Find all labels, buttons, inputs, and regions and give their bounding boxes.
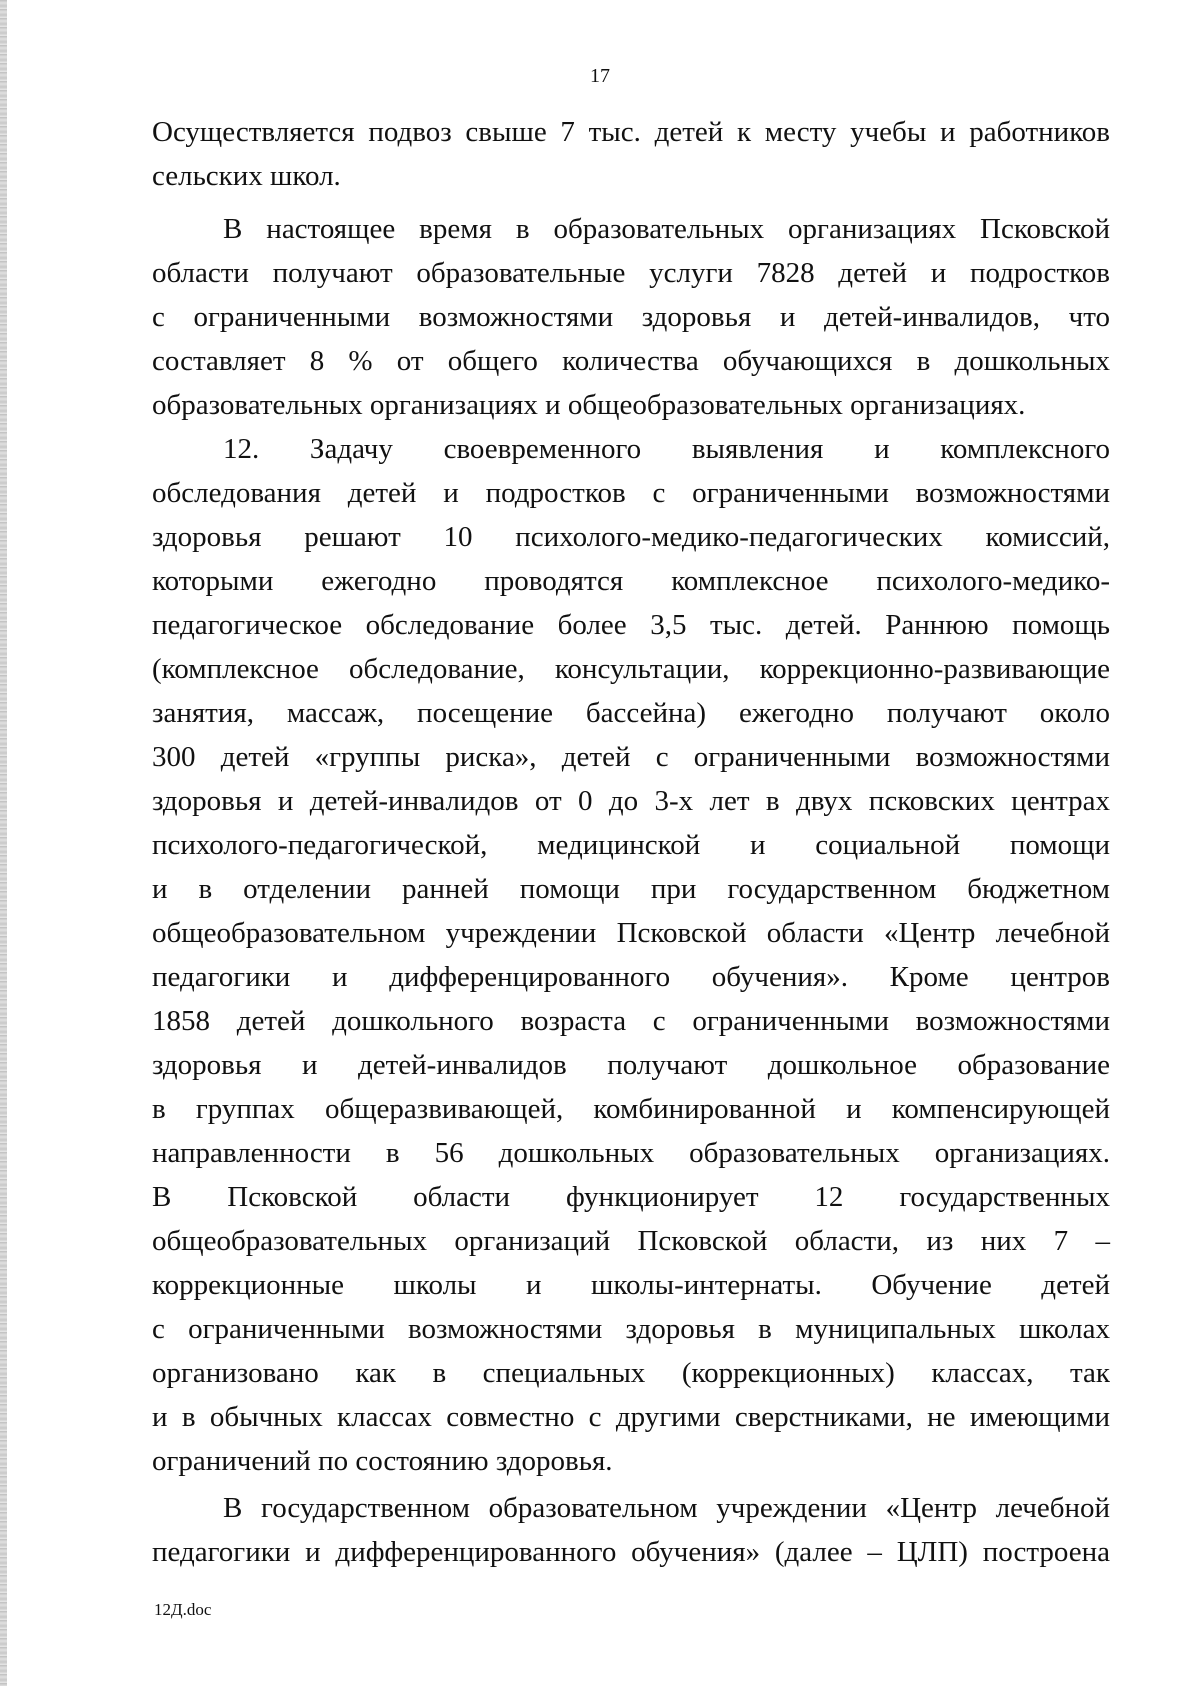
text-line: обследования детей и подростков с ограниченными возможностями — [152, 477, 1110, 509]
text-line: 12. Задачу своевременного выявления и комплексного — [223, 433, 1110, 465]
text-line: с ограниченными возможностями здоровья и детей-инвалидов, что — [152, 301, 1110, 333]
text-line: здоровья решают 10 психолого-медико-педагогических комиссий, — [152, 521, 1110, 553]
text-line: и в отделении ранней помощи при государственном бюджетном — [152, 873, 1110, 905]
text-line: здоровья и детей-инвалидов получают дошкольное образование — [152, 1049, 1110, 1081]
text-line: педагогики и дифференцированного обучения». Кроме центров — [152, 961, 1110, 993]
text-line: сельских школ. — [152, 160, 341, 192]
scan-edge-shadow — [0, 0, 7, 1686]
text-line: которыми ежегодно проводятся комплексное психолого-медико- — [152, 565, 1110, 597]
text-line: организовано как в специальных (коррекционных) классах, так — [152, 1357, 1110, 1389]
file-name-footer: 12Д.doc — [154, 1600, 212, 1619]
text-line: общеобразовательных организаций Псковской области, из них 7 – — [152, 1225, 1110, 1257]
text-line: составляет 8 % от общего количества обучающихся в дошкольных — [152, 345, 1110, 377]
text-line: В государственном образовательном учреждении «Центр лечебной — [223, 1492, 1110, 1524]
paragraph-3 — [152, 427, 1110, 1483]
text-line: в группах общеразвивающей, комбинированной и компенсирующей — [152, 1093, 1110, 1125]
page-number: 17 — [590, 65, 610, 87]
text-line: В настоящее время в образовательных организациях Псковской — [223, 213, 1110, 245]
text-line: коррекционные школы и школы-интернаты. Обучение детей — [152, 1269, 1110, 1301]
text-line: занятия, массаж, посещение бассейна) ежегодно получают около — [152, 697, 1110, 729]
text-line: психолого-педагогической, медицинской и социальной помощи — [152, 829, 1110, 861]
text-line: 300 детей «группы риска», детей с ограниченными возможностями — [152, 741, 1110, 773]
text-line: образовательных организациях и общеобразовательных организациях. — [152, 389, 1026, 421]
text-line: педагогики и дифференцированного обучения» (далее – ЦЛП) построена — [152, 1536, 1110, 1568]
text-line: педагогическое обследование более 3,5 тыс. детей. Раннюю помощь — [152, 609, 1110, 641]
text-line: В Псковской области функционирует 12 государственных — [152, 1181, 1110, 1213]
text-line: Осуществляется подвоз свыше 7 тыс. детей к месту учебы и работников — [152, 116, 1110, 148]
text-line: здоровья и детей-инвалидов от 0 до 3-х лет в двух псковских центрах — [152, 785, 1110, 817]
text-line: области получают образовательные услуги 7828 детей и подростков — [152, 257, 1110, 289]
paragraph-2 — [152, 207, 1110, 427]
text-line: ограничений по состоянию здоровья. — [152, 1445, 613, 1477]
text-line: 1858 детей дошкольного возраста с ограниченными возможностями — [152, 1005, 1110, 1037]
text-line: с ограниченными возможностями здоровья в муниципальных школах — [152, 1313, 1110, 1345]
text-line: (комплексное обследование, консультации, коррекционно-развивающие — [152, 653, 1110, 685]
text-line: и в обычных классах совместно с другими сверстниками, не имеющими — [152, 1401, 1110, 1433]
paragraph-1 — [152, 110, 1110, 198]
paragraph-4 — [152, 1486, 1110, 1574]
document-body — [152, 110, 1110, 1574]
text-line: общеобразовательном учреждении Псковской области «Центр лечебной — [152, 917, 1110, 949]
text-line: направленности в 56 дошкольных образовательных организациях. — [152, 1137, 1110, 1169]
